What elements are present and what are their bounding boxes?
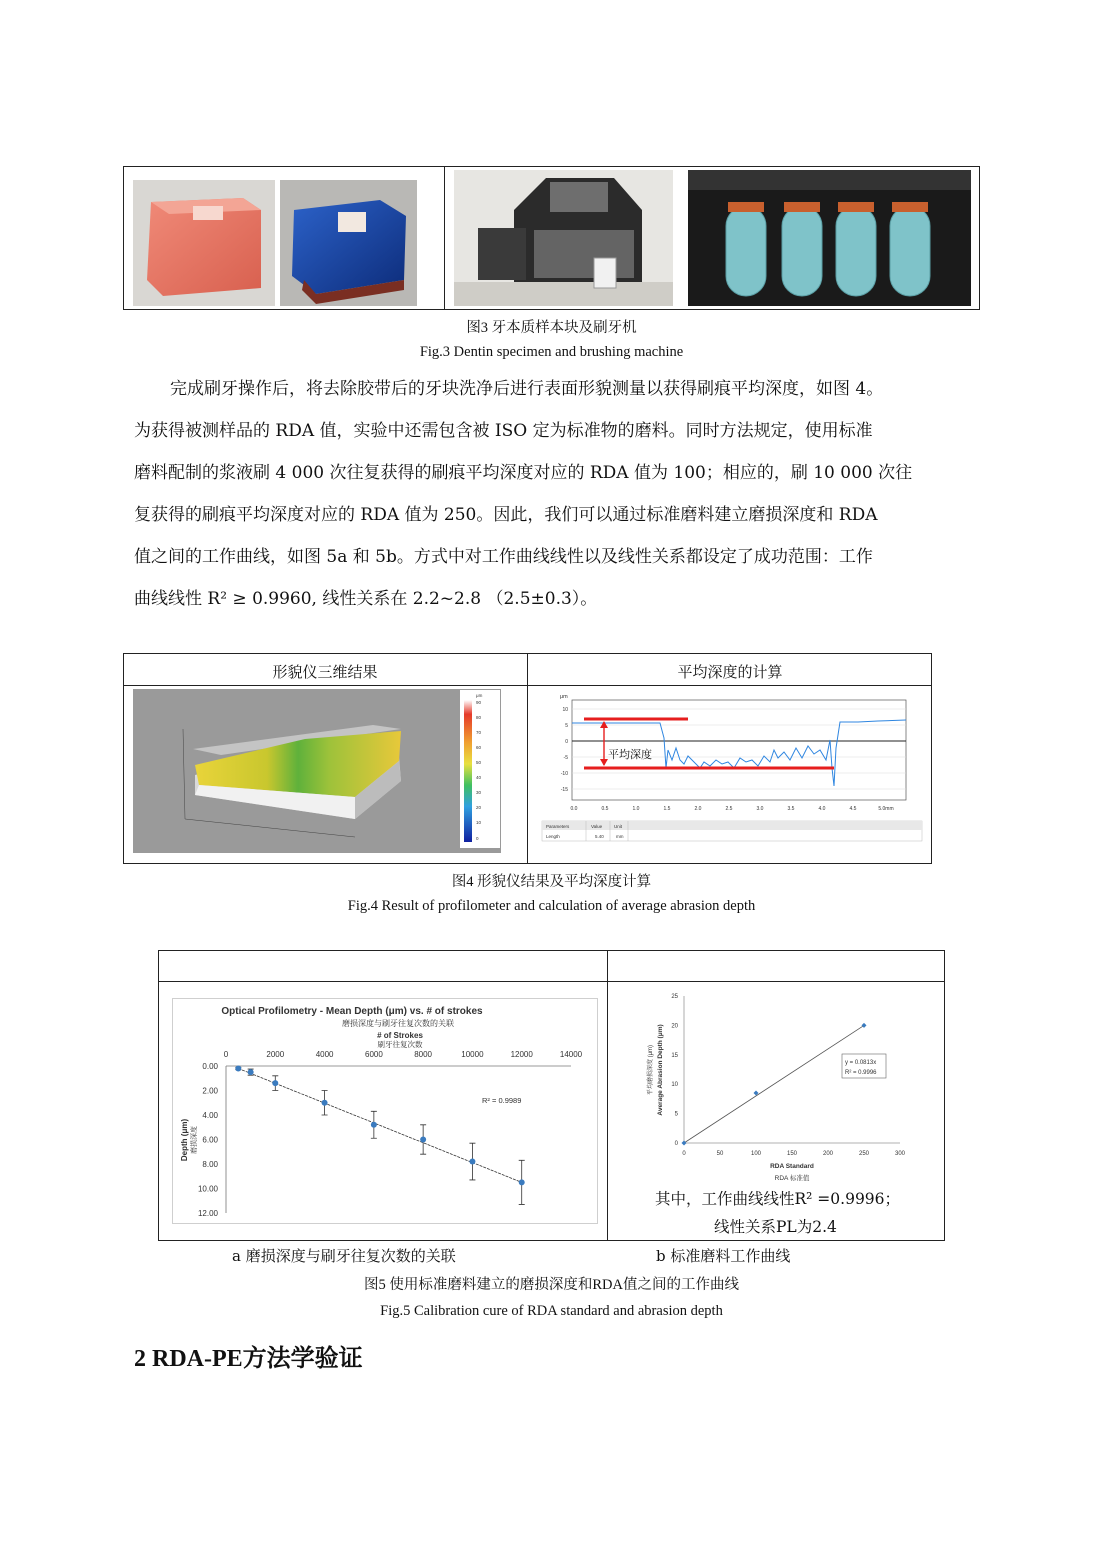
- chart-b-ylabel: Average Abrasion Depth (μm): [657, 1024, 664, 1116]
- body-line: 复获得的刷痕平均深度对应的 RDA 值为 250。因此，我们可以通过标准磨料建立磨损深度和 RDA: [134, 505, 878, 525]
- chart-b-y-tick: 20: [671, 1023, 678, 1030]
- chart-b-x-tick: 250: [858, 1151, 870, 1157]
- profile-y-tick: 10: [562, 707, 568, 713]
- dentin-specimen-photo-blue: [280, 180, 417, 306]
- chart-a-x-tick: 0: [223, 1050, 229, 1059]
- profile-table-header: Unit: [614, 824, 623, 829]
- profile-table-header: Parameters: [546, 824, 570, 829]
- fig5-caption-cn: 图5 使用标准磨料建立的磨损深度和RDA值之间的工作曲线: [364, 1277, 739, 1293]
- fig4-caption-cn: 图4 形貌仪结果及平均深度计算: [451, 874, 652, 890]
- chart-b-x-tick: 200: [822, 1151, 834, 1157]
- fig3-caption-cn: 图3 牙本质样本块及刷牙机: [466, 320, 637, 336]
- chart-b-x-tick: 150: [786, 1151, 798, 1157]
- fig4-caption-en: Fig.4 Result of profilometer and calculation of average abrasion depth: [347, 898, 756, 914]
- colorbar-tick: μm: [476, 693, 483, 698]
- body-paragraph: [134, 368, 974, 620]
- fig5-sub-a: a 磨损深度与刷牙往复次数的关联: [232, 1247, 456, 1265]
- colorbar-tick: 70: [476, 730, 482, 735]
- chart-a-y-tick: 0.00: [202, 1062, 218, 1071]
- chart-a-subtitle: 磨损深度与刷牙往复次数的关联: [342, 1019, 454, 1028]
- colorbar-tick: 40: [476, 775, 482, 780]
- profile-x-tick: 0.0: [570, 806, 578, 812]
- chart-a-x-tick: 10000: [461, 1050, 484, 1059]
- body-line: 值之间的工作曲线，如图 5a 和 5b。方式中对工作曲线线性以及线性关系都设定了成功范围：工作: [134, 547, 873, 567]
- profile-x-tick: 2.0: [694, 806, 702, 812]
- body-line: 完成刷牙操作后，将去除胶带后的牙块洗净后进行表面形貌测量以获得刷痕平均深度，如图 4。: [170, 379, 884, 399]
- chart-a-point: [469, 1159, 475, 1165]
- chart-a-y-tick: 10.00: [197, 1184, 218, 1194]
- body-line: 为获得被测样品的 RDA 值，实验中还需包含被 ISO 定为标准物的磨料。同时方法规定，使用标准: [134, 421, 873, 441]
- profile-table-cell: mm: [616, 834, 624, 839]
- chart-a-xlabel-cn: 刷牙往复次数: [377, 1040, 423, 1049]
- profile-table-header: Value: [591, 824, 603, 829]
- chart-b-r2: R² = 0.9996: [845, 1070, 877, 1076]
- profile-x-tick: 3.5: [787, 806, 795, 812]
- profile-table-cell: Length: [546, 834, 560, 839]
- chart-a-point: [272, 1080, 278, 1086]
- chart-b-equation: y = 0.0813x: [845, 1060, 877, 1066]
- profile-x-tick: 1.0: [632, 806, 640, 812]
- chart-a-point: [235, 1065, 241, 1071]
- colorbar-tick: 60: [476, 745, 482, 750]
- colorbar-tick: 90: [476, 700, 482, 705]
- body-line: 磨料配制的浆液刷 4 000 次往复获得的刷痕平均深度对应的 RDA 值为 100；相应的，刷 10 000 次往: [134, 463, 913, 483]
- chart-a-title: Optical Profilometry - Mean Depth (μm) vs. # of strokes: [221, 1006, 483, 1017]
- chart-a-r2: R² = 0.9989: [482, 1096, 522, 1105]
- profilometer-3d-render: [133, 689, 501, 853]
- brushing-machine-photo: [454, 170, 673, 306]
- profile-x-tick: 4.5: [849, 806, 857, 812]
- fig4-left-header: 形貌仪三维结果: [272, 663, 378, 681]
- chart-b-x-tick: 300: [894, 1151, 906, 1157]
- chart-a-y-tick: 6.00: [202, 1135, 218, 1145]
- chart-b-y-tick: 15: [671, 1052, 678, 1059]
- profile-y-tick: -15: [560, 787, 568, 793]
- profile-annotation: 平均深度: [608, 749, 652, 761]
- chart-a-point: [322, 1100, 328, 1106]
- chart-b-x-tick: 50: [716, 1151, 724, 1157]
- chart-a-x-tick: 2000: [266, 1050, 285, 1059]
- fig5-note-line2: 线性关系PL为2.4: [714, 1218, 837, 1236]
- brushing-tubes-photo: [688, 170, 971, 306]
- profile-x-tick: 1.5: [663, 806, 671, 812]
- chart-a-x-tick: 14000: [559, 1050, 583, 1059]
- chart-a-ylabel-cn: 磨损深度: [191, 1126, 198, 1154]
- profile-2d-chart: [538, 688, 924, 846]
- chart-a-x-tick: 6000: [365, 1050, 383, 1059]
- profile-y-tick: -5: [563, 755, 568, 761]
- profile-x-tick: 3.0: [756, 806, 764, 812]
- chart-b-x-tick: 100: [750, 1151, 762, 1157]
- chart-a-xlabel: # of Strokes: [377, 1031, 423, 1040]
- profile-x-tick: 2.5: [725, 806, 733, 812]
- chart-a-point: [248, 1069, 254, 1075]
- colorbar-tick: 0: [476, 836, 479, 841]
- colorbar-tick: 30: [476, 790, 482, 795]
- chart-b-y-tick: 0: [674, 1141, 678, 1147]
- chart-b-ylabel-cn: 平均磨损深度 (μm): [648, 1044, 654, 1096]
- fig5-sub-b: b 标准磨料工作曲线: [656, 1247, 791, 1265]
- chart-b-x-tick: 0: [682, 1151, 686, 1157]
- chart-b-rda-calibration: [640, 988, 912, 1184]
- chart-b-xlabel: RDA Standard: [770, 1163, 814, 1170]
- section-heading: 2 RDA-PE方法学验证: [134, 1346, 363, 1372]
- fig3-caption-en: Fig.3 Dentin specimen and brushing machine: [419, 344, 684, 360]
- chart-b-xlabel-cn: RDA 标准值: [774, 1175, 810, 1182]
- colorbar: [460, 690, 500, 848]
- profile-table-cell: 5.40: [595, 834, 604, 839]
- chart-a-x-tick: 4000: [315, 1050, 334, 1059]
- chart-a-y-tick: 2.00: [202, 1086, 218, 1096]
- dentin-specimen-photo-pink: [133, 180, 275, 306]
- fig5-caption-en: Fig.5 Calibration cure of RDA standard and abrasion depth: [380, 1303, 723, 1319]
- chart-a-y-tick: 12.00: [197, 1209, 218, 1218]
- profile-x-tick: 0.5: [601, 806, 609, 812]
- chart-b-y-tick: 10: [671, 1082, 678, 1089]
- fig5-note-line1: 其中，工作曲线线性R² =0.9996；: [655, 1190, 901, 1208]
- profile-y-tick: 0: [565, 739, 568, 745]
- chart-a-x-tick: 8000: [414, 1050, 432, 1059]
- colorbar-tick: 10: [476, 820, 482, 825]
- fig5-column-divider: [607, 950, 608, 1241]
- colorbar-tick: 80: [476, 715, 482, 720]
- profile-y-tick: -10: [560, 771, 568, 777]
- chart-b-y-tick: 25: [671, 994, 678, 1000]
- profile-y-tick: 5: [565, 723, 568, 729]
- chart-a-ylabel: Depth (μm): [180, 1118, 189, 1162]
- colorbar-tick: 20: [476, 805, 482, 810]
- fig4-column-divider: [527, 653, 528, 864]
- profile-x-tick: 5.0mm: [878, 806, 894, 812]
- body-line: 曲线线性 R² ≥ 0.9960, 线性关系在 2.2~2.8 （2.5±0.3）。: [134, 589, 598, 609]
- chart-a-point: [420, 1137, 426, 1143]
- chart-a-depth-vs-strokes: [172, 998, 598, 1224]
- profile-unit-label: μm: [560, 694, 568, 700]
- chart-a-y-tick: 8.00: [202, 1160, 218, 1169]
- fig5-header-divider: [158, 981, 945, 982]
- colorbar-tick: 50: [476, 760, 482, 765]
- chart-a-point: [519, 1179, 525, 1185]
- chart-b-y-tick: 5: [674, 1111, 678, 1118]
- profile-x-tick: 4.0: [818, 806, 826, 812]
- fig4-right-header: 平均深度的计算: [677, 663, 783, 681]
- chart-a-point: [371, 1122, 377, 1128]
- chart-a-y-tick: 4.00: [202, 1111, 218, 1120]
- chart-a-x-tick: 12000: [510, 1050, 533, 1059]
